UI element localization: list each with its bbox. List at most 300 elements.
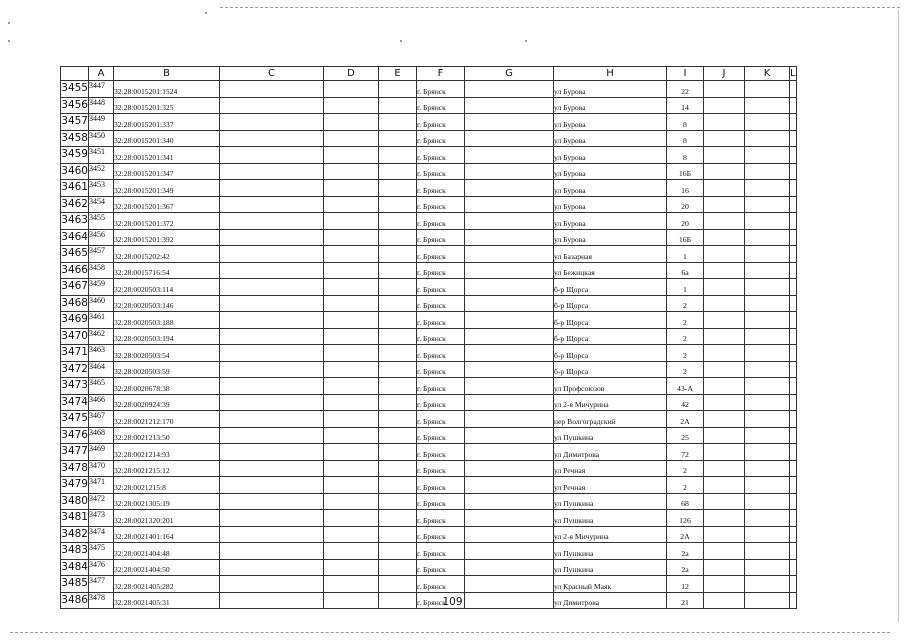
cell-k[interactable]: [745, 213, 790, 230]
cell-c[interactable]: [220, 114, 324, 131]
cell-i-house[interactable]: 72: [667, 444, 704, 461]
row-number[interactable]: 3464: [61, 229, 89, 246]
cell-g[interactable]: [465, 510, 554, 527]
cell-f-city[interactable]: г. Брянск: [417, 196, 465, 213]
cell-d[interactable]: [324, 477, 379, 494]
cell-a-index[interactable]: 3474: [89, 526, 114, 543]
cell-h-street[interactable]: ул Красный Маяк: [554, 576, 667, 593]
row-number[interactable]: 3458: [61, 130, 89, 147]
cell-g[interactable]: [465, 427, 554, 444]
cell-g[interactable]: [465, 526, 554, 543]
row-number[interactable]: 3466: [61, 262, 89, 279]
cell-l[interactable]: [790, 394, 797, 411]
cell-e[interactable]: [379, 427, 417, 444]
cell-g[interactable]: [465, 444, 554, 461]
cell-g[interactable]: [465, 246, 554, 263]
cell-e[interactable]: [379, 460, 417, 477]
cell-h-street[interactable]: ул Пушкина: [554, 493, 667, 510]
cell-e[interactable]: [379, 345, 417, 362]
cell-b-cadastral-number[interactable]: 32:28:0021404:48: [114, 543, 220, 560]
cell-j[interactable]: [704, 229, 745, 246]
cell-f-city[interactable]: г. Брянск: [417, 576, 465, 593]
cell-f-city[interactable]: г. Брянск: [417, 444, 465, 461]
cell-i-house[interactable]: 2: [667, 345, 704, 362]
cell-c[interactable]: [220, 130, 324, 147]
cell-h-street[interactable]: б-р Щорса: [554, 295, 667, 312]
cell-b-cadastral-number[interactable]: 32:28:0020503:194: [114, 328, 220, 345]
cell-g[interactable]: [465, 147, 554, 164]
cell-c[interactable]: [220, 97, 324, 114]
cell-g[interactable]: [465, 477, 554, 494]
cell-d[interactable]: [324, 328, 379, 345]
cell-g[interactable]: [465, 196, 554, 213]
row-number[interactable]: 3461: [61, 180, 89, 197]
cell-i-house[interactable]: 43-А: [667, 378, 704, 395]
cell-k[interactable]: [745, 328, 790, 345]
cell-d[interactable]: [324, 246, 379, 263]
cell-g[interactable]: [465, 361, 554, 378]
row-number[interactable]: 3462: [61, 196, 89, 213]
cell-g[interactable]: [465, 312, 554, 329]
cell-l[interactable]: [790, 295, 797, 312]
cell-l[interactable]: [790, 147, 797, 164]
column-header-c[interactable]: C: [220, 67, 324, 81]
cell-k[interactable]: [745, 81, 790, 98]
cell-j[interactable]: [704, 81, 745, 98]
row-number[interactable]: 3476: [61, 427, 89, 444]
cell-b-cadastral-number[interactable]: 32:28:0021215:12: [114, 460, 220, 477]
cell-b-cadastral-number[interactable]: 32:28:0021305:19: [114, 493, 220, 510]
cell-h-street[interactable]: ул Речная: [554, 460, 667, 477]
cell-j[interactable]: [704, 477, 745, 494]
cell-a-index[interactable]: 3473: [89, 510, 114, 527]
cell-h-street[interactable]: ул Бурова: [554, 81, 667, 98]
cell-d[interactable]: [324, 147, 379, 164]
cell-k[interactable]: [745, 345, 790, 362]
cell-l[interactable]: [790, 460, 797, 477]
cell-e[interactable]: [379, 543, 417, 560]
cell-f-city[interactable]: г. Брянск: [417, 114, 465, 131]
cell-k[interactable]: [745, 559, 790, 576]
cell-l[interactable]: [790, 328, 797, 345]
cell-c[interactable]: [220, 378, 324, 395]
cell-b-cadastral-number[interactable]: 32:28:0020503:54: [114, 345, 220, 362]
cell-h-street[interactable]: б-р Щорса: [554, 328, 667, 345]
cell-c[interactable]: [220, 328, 324, 345]
cell-b-cadastral-number[interactable]: 32:28:0015201:325: [114, 97, 220, 114]
cell-d[interactable]: [324, 312, 379, 329]
cell-j[interactable]: [704, 213, 745, 230]
cell-b-cadastral-number[interactable]: 32:28:0020503:146: [114, 295, 220, 312]
cell-l[interactable]: [790, 576, 797, 593]
cell-e[interactable]: [379, 328, 417, 345]
cell-f-city[interactable]: г. Брянск: [417, 361, 465, 378]
cell-j[interactable]: [704, 460, 745, 477]
cell-c[interactable]: [220, 444, 324, 461]
cell-g[interactable]: [465, 163, 554, 180]
cell-h-street[interactable]: ул Димитрова: [554, 592, 667, 609]
cell-j[interactable]: [704, 394, 745, 411]
cell-j[interactable]: [704, 378, 745, 395]
cell-a-index[interactable]: 3447: [89, 81, 114, 98]
cell-a-index[interactable]: 3450: [89, 130, 114, 147]
cell-g[interactable]: [465, 213, 554, 230]
cell-k[interactable]: [745, 526, 790, 543]
cell-l[interactable]: [790, 180, 797, 197]
cell-b-cadastral-number[interactable]: 32:28:0015201:372: [114, 213, 220, 230]
cell-i-house[interactable]: 20: [667, 196, 704, 213]
cell-h-street[interactable]: ул Пушкина: [554, 559, 667, 576]
cell-d[interactable]: [324, 427, 379, 444]
cell-i-house[interactable]: 2: [667, 295, 704, 312]
cell-j[interactable]: [704, 361, 745, 378]
cell-i-house[interactable]: 12: [667, 576, 704, 593]
cell-f-city[interactable]: г. Брянск: [417, 180, 465, 197]
cell-f-city[interactable]: г. Брянск: [417, 378, 465, 395]
cell-a-index[interactable]: 3463: [89, 345, 114, 362]
cell-l[interactable]: [790, 559, 797, 576]
cell-b-cadastral-number[interactable]: 32:28:0015201:367: [114, 196, 220, 213]
cell-l[interactable]: [790, 97, 797, 114]
cell-j[interactable]: [704, 147, 745, 164]
cell-h-street[interactable]: б-р Щорса: [554, 312, 667, 329]
cell-c[interactable]: [220, 213, 324, 230]
cell-d[interactable]: [324, 180, 379, 197]
cell-l[interactable]: [790, 477, 797, 494]
row-number[interactable]: 3474: [61, 394, 89, 411]
cell-d[interactable]: [324, 394, 379, 411]
cell-c[interactable]: [220, 411, 324, 428]
cell-c[interactable]: [220, 510, 324, 527]
cell-j[interactable]: [704, 345, 745, 362]
cell-l[interactable]: [790, 163, 797, 180]
cell-c[interactable]: [220, 147, 324, 164]
cell-k[interactable]: [745, 312, 790, 329]
cell-k[interactable]: [745, 246, 790, 263]
cell-a-index[interactable]: 3461: [89, 312, 114, 329]
cell-h-street[interactable]: ул Базарная: [554, 246, 667, 263]
row-number[interactable]: 3486: [61, 592, 89, 609]
cell-d[interactable]: [324, 411, 379, 428]
cell-h-street[interactable]: ул Бурова: [554, 147, 667, 164]
cell-j[interactable]: [704, 427, 745, 444]
cell-e[interactable]: [379, 361, 417, 378]
cell-b-cadastral-number[interactable]: 32:28:0015201:347: [114, 163, 220, 180]
row-number[interactable]: 3457: [61, 114, 89, 131]
cell-d[interactable]: [324, 345, 379, 362]
cell-k[interactable]: [745, 130, 790, 147]
cell-c[interactable]: [220, 295, 324, 312]
cell-k[interactable]: [745, 444, 790, 461]
row-number[interactable]: 3455: [61, 81, 89, 98]
cell-l[interactable]: [790, 411, 797, 428]
row-number[interactable]: 3477: [61, 444, 89, 461]
cell-c[interactable]: [220, 345, 324, 362]
cell-c[interactable]: [220, 196, 324, 213]
cell-c[interactable]: [220, 543, 324, 560]
cell-l[interactable]: [790, 213, 797, 230]
cell-e[interactable]: [379, 477, 417, 494]
cell-l[interactable]: [790, 279, 797, 296]
row-number[interactable]: 3465: [61, 246, 89, 263]
cell-d[interactable]: [324, 543, 379, 560]
cell-i-house[interactable]: 25: [667, 427, 704, 444]
cell-f-city[interactable]: г. Брянск: [417, 526, 465, 543]
cell-f-city[interactable]: г. Брянск: [417, 427, 465, 444]
cell-f-city[interactable]: г. Брянск: [417, 213, 465, 230]
cell-b-cadastral-number[interactable]: 32:28:0021212:170: [114, 411, 220, 428]
cell-f-city[interactable]: г. Брянск: [417, 559, 465, 576]
cell-h-street[interactable]: пер Волгоградский: [554, 411, 667, 428]
row-number[interactable]: 3471: [61, 345, 89, 362]
cell-h-street[interactable]: ул Бурова: [554, 114, 667, 131]
cell-g[interactable]: [465, 411, 554, 428]
cell-i-house[interactable]: 42: [667, 394, 704, 411]
cell-k[interactable]: [745, 460, 790, 477]
cell-f-city[interactable]: г. Брянск: [417, 229, 465, 246]
cell-f-city[interactable]: г. Брянск: [417, 163, 465, 180]
cell-a-index[interactable]: 3468: [89, 427, 114, 444]
cell-g[interactable]: [465, 493, 554, 510]
cell-h-street[interactable]: ул Бежицкая: [554, 262, 667, 279]
cell-c[interactable]: [220, 163, 324, 180]
cell-d[interactable]: [324, 163, 379, 180]
cell-a-index[interactable]: 3471: [89, 477, 114, 494]
cell-a-index[interactable]: 3462: [89, 328, 114, 345]
row-number[interactable]: 3480: [61, 493, 89, 510]
cell-e[interactable]: [379, 130, 417, 147]
cell-i-house[interactable]: 22: [667, 81, 704, 98]
cell-a-index[interactable]: 3449: [89, 114, 114, 131]
cell-f-city[interactable]: г. Брянск: [417, 279, 465, 296]
cell-j[interactable]: [704, 559, 745, 576]
cell-e[interactable]: [379, 411, 417, 428]
cell-e[interactable]: [379, 97, 417, 114]
cell-d[interactable]: [324, 97, 379, 114]
cell-k[interactable]: [745, 411, 790, 428]
cell-b-cadastral-number[interactable]: 32:28:0015201:340: [114, 130, 220, 147]
cell-i-house[interactable]: 16: [667, 180, 704, 197]
cell-h-street[interactable]: ул Пушкина: [554, 427, 667, 444]
cell-c[interactable]: [220, 246, 324, 263]
cell-e[interactable]: [379, 213, 417, 230]
cell-j[interactable]: [704, 312, 745, 329]
cell-d[interactable]: [324, 493, 379, 510]
cell-f-city[interactable]: г. Брянск: [417, 592, 465, 609]
cell-c[interactable]: [220, 427, 324, 444]
cell-c[interactable]: [220, 394, 324, 411]
cell-a-index[interactable]: 3457: [89, 246, 114, 263]
cell-d[interactable]: [324, 114, 379, 131]
cell-k[interactable]: [745, 97, 790, 114]
cell-l[interactable]: [790, 262, 797, 279]
cell-e[interactable]: [379, 246, 417, 263]
cell-h-street[interactable]: ул 2-я Мичурина: [554, 394, 667, 411]
row-number[interactable]: 3459: [61, 147, 89, 164]
cell-a-index[interactable]: 3464: [89, 361, 114, 378]
cell-h-street[interactable]: ул Бурова: [554, 213, 667, 230]
cell-a-index[interactable]: 3478: [89, 592, 114, 609]
column-header-i[interactable]: I: [667, 67, 704, 81]
cell-f-city[interactable]: г. Брянск: [417, 97, 465, 114]
cell-a-index[interactable]: 3451: [89, 147, 114, 164]
cell-f-city[interactable]: г. Брянск: [417, 130, 465, 147]
cell-g[interactable]: [465, 378, 554, 395]
cell-k[interactable]: [745, 114, 790, 131]
cell-e[interactable]: [379, 229, 417, 246]
cell-h-street[interactable]: ул Пушкина: [554, 543, 667, 560]
row-number[interactable]: 3467: [61, 279, 89, 296]
cell-d[interactable]: [324, 295, 379, 312]
cell-i-house[interactable]: 2: [667, 361, 704, 378]
row-number[interactable]: 3478: [61, 460, 89, 477]
cell-k[interactable]: [745, 427, 790, 444]
row-number[interactable]: 3473: [61, 378, 89, 395]
row-number[interactable]: 3481: [61, 510, 89, 527]
cell-i-house[interactable]: 8: [667, 114, 704, 131]
cell-g[interactable]: [465, 114, 554, 131]
cell-e[interactable]: [379, 81, 417, 98]
cell-g[interactable]: [465, 345, 554, 362]
cell-b-cadastral-number[interactable]: 32:28:0021405:31: [114, 592, 220, 609]
row-number[interactable]: 3468: [61, 295, 89, 312]
cell-k[interactable]: [745, 477, 790, 494]
cell-d[interactable]: [324, 279, 379, 296]
cell-c[interactable]: [220, 559, 324, 576]
cell-l[interactable]: [790, 312, 797, 329]
cell-b-cadastral-number[interactable]: 32:28:0015201:341: [114, 147, 220, 164]
column-header-a[interactable]: A: [89, 67, 114, 81]
cell-i-house[interactable]: 2: [667, 312, 704, 329]
cell-b-cadastral-number[interactable]: 32:28:0015201:1524: [114, 81, 220, 98]
cell-g[interactable]: [465, 576, 554, 593]
cell-k[interactable]: [745, 196, 790, 213]
cell-a-index[interactable]: 3460: [89, 295, 114, 312]
cell-e[interactable]: [379, 147, 417, 164]
cell-f-city[interactable]: г. Брянск: [417, 328, 465, 345]
cell-j[interactable]: [704, 411, 745, 428]
cell-l[interactable]: [790, 510, 797, 527]
cell-j[interactable]: [704, 444, 745, 461]
cell-k[interactable]: [745, 576, 790, 593]
row-number[interactable]: 3472: [61, 361, 89, 378]
cell-l[interactable]: [790, 493, 797, 510]
cell-e[interactable]: [379, 526, 417, 543]
cell-f-city[interactable]: г. Брянск: [417, 411, 465, 428]
cell-f-city[interactable]: г. Брянск: [417, 477, 465, 494]
column-header-e[interactable]: E: [379, 67, 417, 81]
cell-e[interactable]: [379, 444, 417, 461]
cell-j[interactable]: [704, 130, 745, 147]
cell-k[interactable]: [745, 279, 790, 296]
cell-a-index[interactable]: 3477: [89, 576, 114, 593]
row-number[interactable]: 3456: [61, 97, 89, 114]
cell-j[interactable]: [704, 196, 745, 213]
cell-g[interactable]: [465, 279, 554, 296]
cell-c[interactable]: [220, 312, 324, 329]
column-header-f[interactable]: F: [417, 67, 465, 81]
cell-d[interactable]: [324, 526, 379, 543]
row-number[interactable]: 3484: [61, 559, 89, 576]
cell-j[interactable]: [704, 262, 745, 279]
cell-i-house[interactable]: 8: [667, 130, 704, 147]
cell-b-cadastral-number[interactable]: 32:28:0020678:38: [114, 378, 220, 395]
cell-l[interactable]: [790, 345, 797, 362]
row-number[interactable]: 3463: [61, 213, 89, 230]
cell-f-city[interactable]: г. Брянск: [417, 147, 465, 164]
cell-f-city[interactable]: г. Брянск: [417, 295, 465, 312]
cell-d[interactable]: [324, 559, 379, 576]
cell-k[interactable]: [745, 147, 790, 164]
cell-l[interactable]: [790, 114, 797, 131]
cell-c[interactable]: [220, 460, 324, 477]
cell-h-street[interactable]: ул Речная: [554, 477, 667, 494]
cell-b-cadastral-number[interactable]: 32:28:0015201:392: [114, 229, 220, 246]
cell-l[interactable]: [790, 196, 797, 213]
cell-g[interactable]: [465, 97, 554, 114]
cell-k[interactable]: [745, 510, 790, 527]
cell-a-index[interactable]: 3467: [89, 411, 114, 428]
cell-d[interactable]: [324, 444, 379, 461]
cell-c[interactable]: [220, 477, 324, 494]
cell-e[interactable]: [379, 493, 417, 510]
cell-d[interactable]: [324, 460, 379, 477]
cell-a-index[interactable]: 3476: [89, 559, 114, 576]
cell-g[interactable]: [465, 328, 554, 345]
cell-j[interactable]: [704, 97, 745, 114]
cell-e[interactable]: [379, 510, 417, 527]
cell-e[interactable]: [379, 163, 417, 180]
cell-g[interactable]: [465, 229, 554, 246]
cell-h-street[interactable]: ул Профсоюзов: [554, 378, 667, 395]
cell-h-street[interactable]: ул Бурова: [554, 196, 667, 213]
cell-k[interactable]: [745, 394, 790, 411]
cell-c[interactable]: [220, 262, 324, 279]
cell-e[interactable]: [379, 114, 417, 131]
cell-c[interactable]: [220, 279, 324, 296]
column-header-h[interactable]: H: [554, 67, 667, 81]
cell-i-house[interactable]: 2а: [667, 543, 704, 560]
column-header-b[interactable]: B: [114, 67, 220, 81]
cell-k[interactable]: [745, 361, 790, 378]
cell-c[interactable]: [220, 526, 324, 543]
cell-a-index[interactable]: 3465: [89, 378, 114, 395]
cell-l[interactable]: [790, 427, 797, 444]
cell-h-street[interactable]: б-р Щорса: [554, 279, 667, 296]
cell-l[interactable]: [790, 229, 797, 246]
cell-l[interactable]: [790, 543, 797, 560]
cell-i-house[interactable]: 16Б: [667, 229, 704, 246]
cell-i-house[interactable]: 6а: [667, 262, 704, 279]
cell-k[interactable]: [745, 229, 790, 246]
cell-g[interactable]: [465, 180, 554, 197]
cell-l[interactable]: [790, 361, 797, 378]
cell-e[interactable]: [379, 262, 417, 279]
cell-a-index[interactable]: 3459: [89, 279, 114, 296]
cell-g[interactable]: [465, 543, 554, 560]
cell-h-street[interactable]: б-р Щорса: [554, 345, 667, 362]
cell-k[interactable]: [745, 262, 790, 279]
cell-a-index[interactable]: 3454: [89, 196, 114, 213]
cell-d[interactable]: [324, 130, 379, 147]
cell-e[interactable]: [379, 559, 417, 576]
cell-l[interactable]: [790, 246, 797, 263]
cell-e[interactable]: [379, 180, 417, 197]
cell-i-house[interactable]: 1: [667, 279, 704, 296]
cell-j[interactable]: [704, 279, 745, 296]
column-header-j[interactable]: J: [704, 67, 745, 81]
cell-j[interactable]: [704, 246, 745, 263]
